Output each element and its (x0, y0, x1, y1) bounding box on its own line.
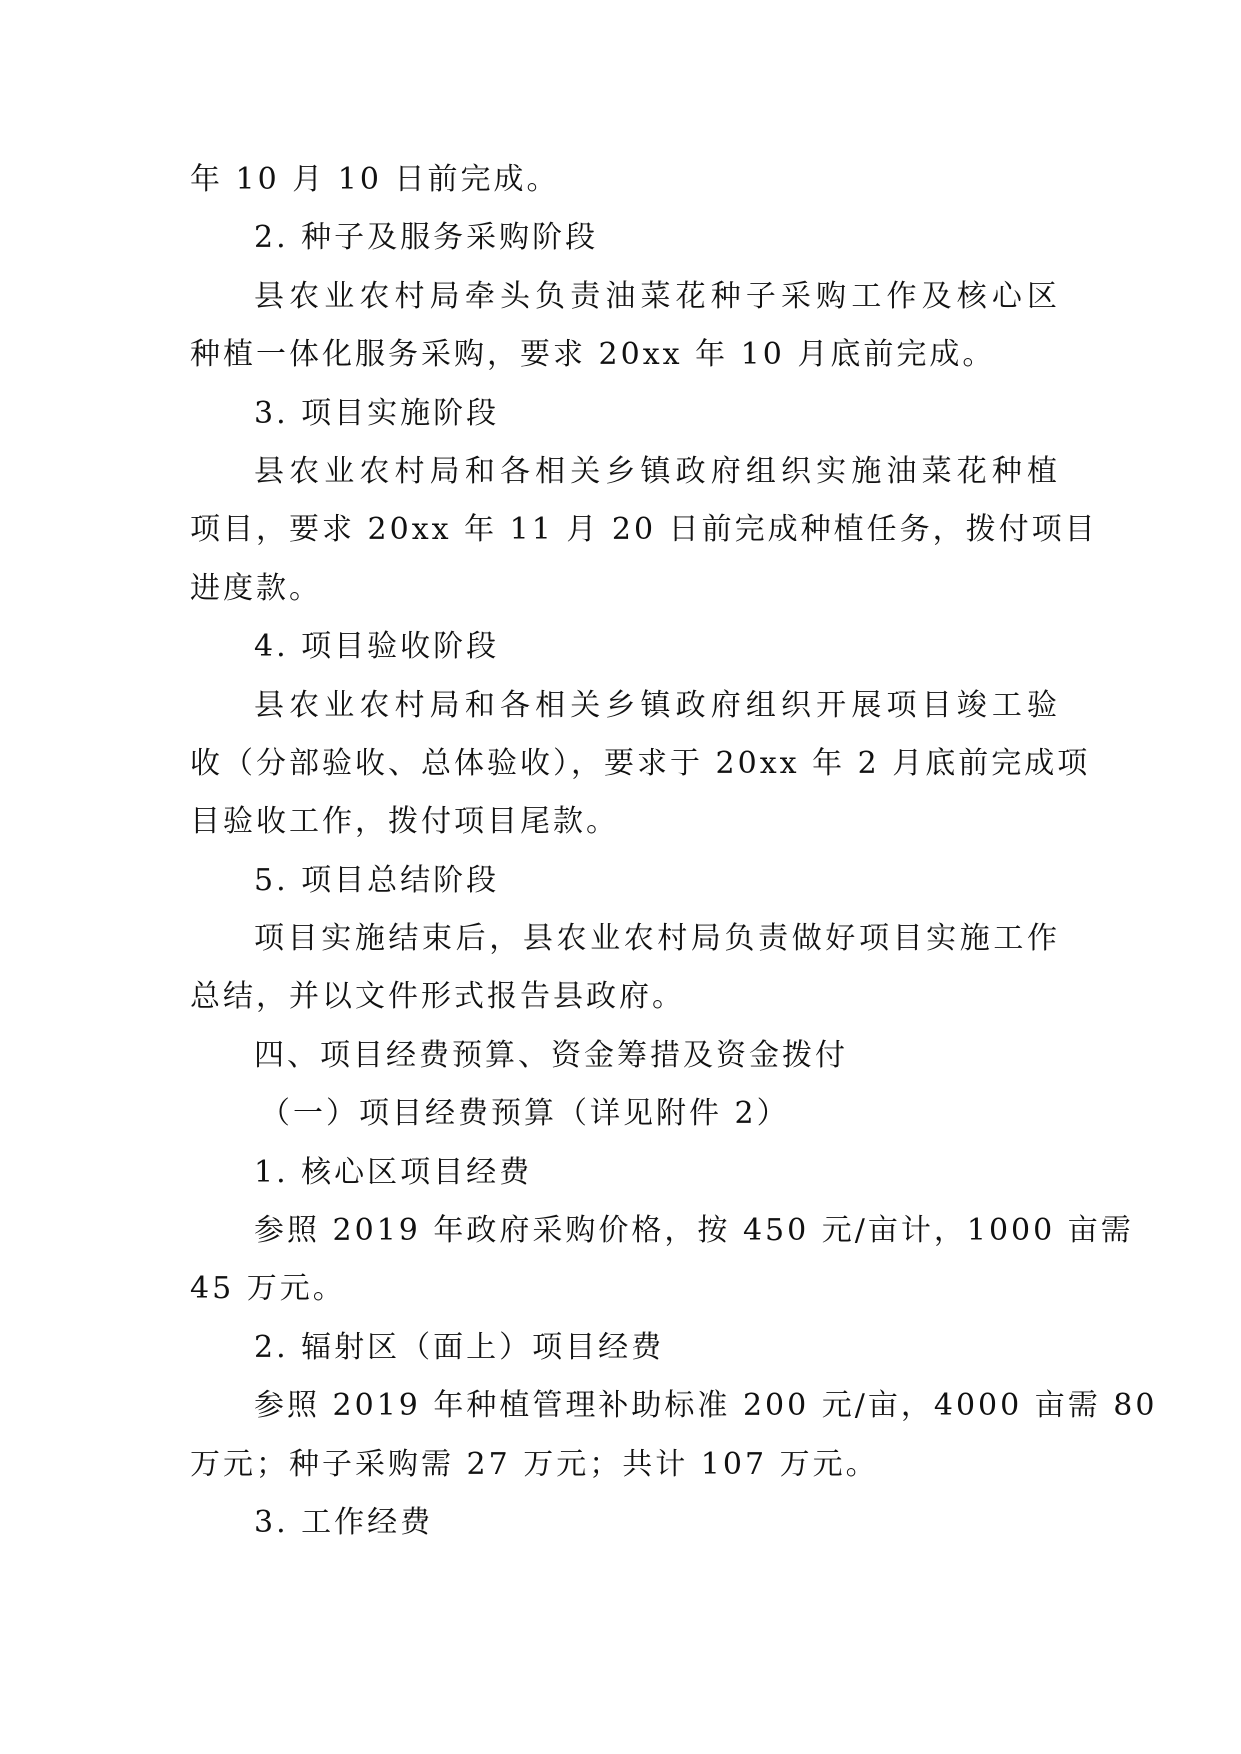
paragraph-line: 目验收工作，拨付项目尾款。 (190, 804, 619, 840)
paragraph-line: 项目，要求 20xx 年 11 月 20 日前完成种植任务，拨付项目 (190, 512, 1098, 548)
heading-core-area-funds: 1. 核心区项目经费 (254, 1154, 533, 1190)
paragraph-line: 万元；种子采购需 27 万元；共计 107 万元。 (190, 1446, 879, 1482)
section-heading-budget: 四、项目经费预算、资金筹措及资金拨付 (254, 1037, 848, 1073)
paragraph-line: 进度款。 (190, 570, 322, 606)
paragraph-line: 参照 2019 年政府采购价格，按 450 元/亩计，1000 亩需 (254, 1213, 1134, 1249)
heading-implementation: 3. 项目实施阶段 (254, 395, 500, 431)
paragraph-line: 收（分部验收、总体验收），要求于 20xx 年 2 月底前完成项 (190, 745, 1091, 781)
heading-seed-procurement: 2. 种子及服务采购阶段 (254, 220, 599, 256)
text-line-continuation: 年 10 月 10 日前完成。 (190, 162, 560, 197)
paragraph-line: 县农业农村局和各相关乡镇政府组织开展项目竣工验 (254, 687, 1060, 723)
paragraph-line: 参照 2019 年种植管理补助标准 200 元/亩，4000 亩需 80 (254, 1388, 1158, 1424)
document-page (190, 151, 1158, 1552)
paragraph-line: 项目实施结束后，县农业农村局负责做好项目实施工作 (254, 921, 1060, 957)
subsection-heading-budget: （一）项目经费预算（详见附件 2） (260, 1096, 790, 1132)
paragraph-line: 县农业农村局和各相关乡镇政府组织实施油菜花种植 (254, 453, 1060, 489)
heading-radiation-area-funds: 2. 辐射区（面上）项目经费 (254, 1329, 665, 1365)
paragraph-line: 种植一体化服务采购，要求 20xx 年 10 月底前完成。 (190, 337, 996, 373)
heading-acceptance: 4. 项目验收阶段 (254, 629, 500, 665)
heading-work-funds: 3. 工作经费 (254, 1504, 434, 1540)
paragraph-line: 45 万元。 (190, 1271, 346, 1307)
paragraph-line: 总结，并以文件形式报告县政府。 (190, 979, 685, 1015)
paragraph-line: 县农业农村局牵头负责油菜花种子采购工作及核心区 (254, 278, 1060, 314)
heading-summary: 5. 项目总结阶段 (254, 862, 500, 898)
